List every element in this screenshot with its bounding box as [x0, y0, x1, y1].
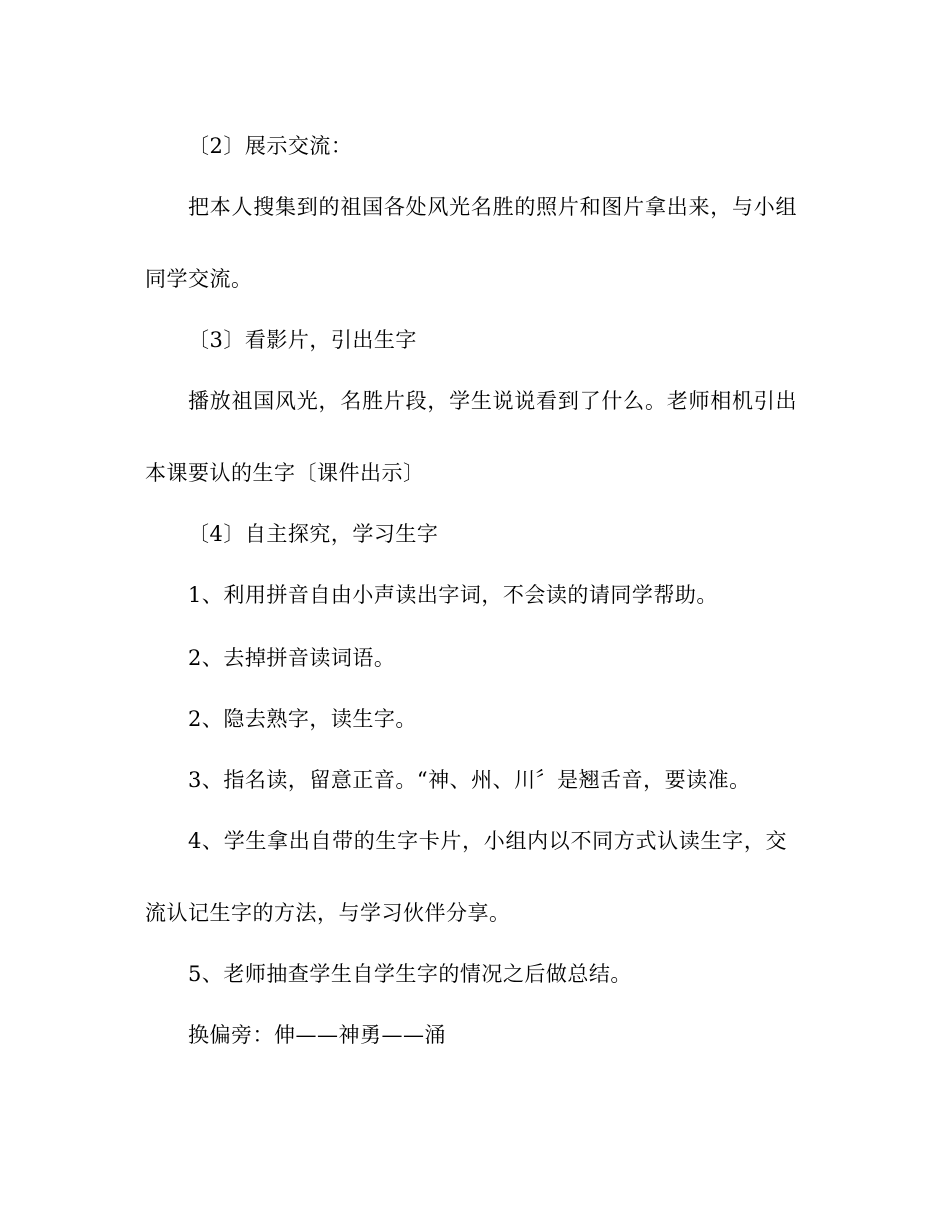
list-item: 2、去掉拼音读词语。: [188, 646, 396, 670]
list-item: 4、学生拿出自带的生字卡片，小组内以不同方式认读生字，交: [188, 829, 787, 853]
list-item: 3、指名读，留意正音。“神、州、川〞是翘舌音，要读准。: [188, 768, 751, 792]
paragraph-line: 把本人搜集到的祖国各处风光名胜的照片和图片拿出来，与小组: [188, 195, 797, 219]
list-item: 1、利用拼音自由小声读出字词，不会读的请同学帮助。: [188, 583, 718, 607]
paragraph-line: 同学交流。: [145, 267, 253, 291]
section-heading-2: 〔2〕展示交流：: [188, 134, 353, 158]
section-heading-3: 〔3〕看影片，引出生字: [188, 328, 417, 352]
list-item: 5、老师抽查学生自学生字的情况之后做总结。: [188, 962, 632, 986]
section-heading-4: 〔4〕自主探究，学习生字: [188, 522, 439, 546]
list-item-continuation: 流认记生字的方法，与学习伙伴分享。: [145, 901, 511, 925]
paragraph-line: 换偏旁：伸——神勇——涌: [188, 1023, 446, 1047]
paragraph-line: 本课要认的生字〔课件出示〕: [145, 461, 425, 485]
list-item: 2、隐去熟字，读生字。: [188, 707, 417, 731]
paragraph-line: 播放祖国风光，名胜片段，学生说说看到了什么。老师相机引出: [188, 389, 797, 413]
